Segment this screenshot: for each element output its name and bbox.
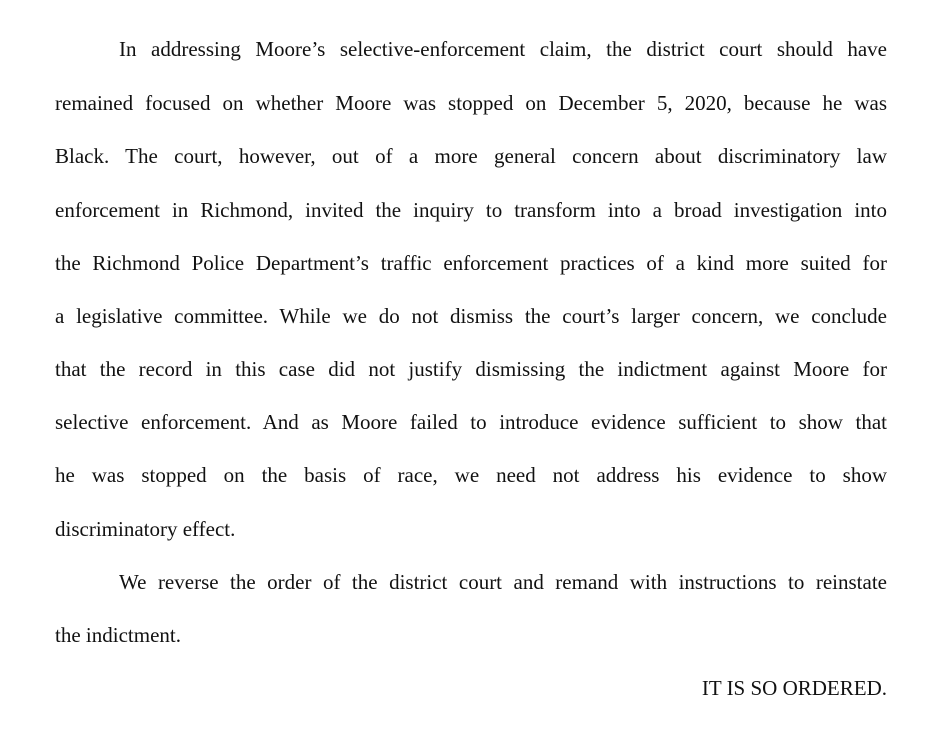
text-line: In addressing Moore’s selective-enforcement claim, the district court should have (119, 37, 887, 61)
text-line: We reverse the order of the district court and remand with instructions to reinstate (119, 570, 887, 594)
text-line: that the record in this case did not justify dismissing the indictment against Moore for (55, 357, 887, 381)
text-line: enforcement in Richmond, invited the inquiry to transform into a broad investigation into (55, 198, 887, 222)
text-line: discriminatory effect. (55, 517, 236, 541)
document-page (55, 0, 887, 748)
text-line: Black. The court, however, out of a more general concern about discriminatory law (55, 144, 887, 168)
text-line: a legislative committee. While we do not dismiss the court’s larger concern, we conclude (55, 304, 887, 328)
text-line: he was stopped on the basis of race, we need not address his evidence to show (55, 463, 887, 487)
text-line: remained focused on whether Moore was stopped on December 5, 2020, because he was (55, 91, 887, 115)
text-line: the indictment. (55, 623, 181, 647)
text-line: the Richmond Police Department’s traffic enforcement practices of a kind more suited for (55, 251, 887, 275)
closing-order: IT IS SO ORDERED. (701, 676, 887, 700)
text-line: selective enforcement. And as Moore failed to introduce evidence sufficient to show that (55, 410, 887, 434)
